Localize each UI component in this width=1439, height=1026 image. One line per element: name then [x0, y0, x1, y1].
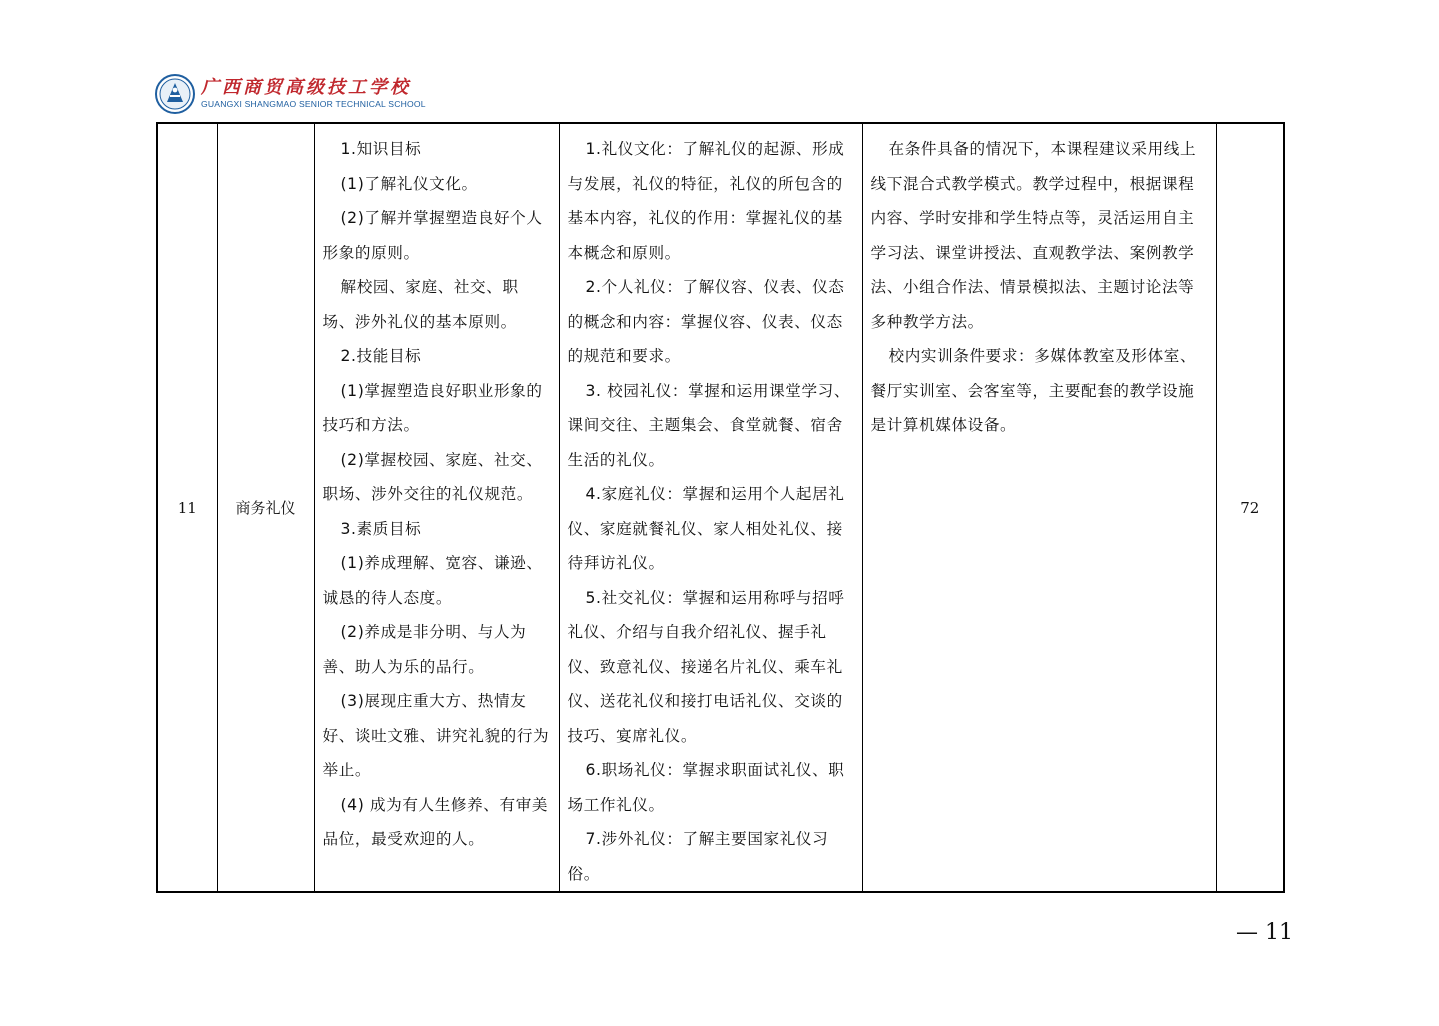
course-table [156, 122, 1285, 893]
content-paragraph: 4.家庭礼仪：掌握和运用个人起居礼仪、家庭就餐礼仪、家人相处礼仪、接待拜访礼仪。 [567, 485, 845, 572]
school-name-cn: 广西商贸高级技工学校 [201, 77, 411, 98]
objectives-cell [314, 123, 559, 892]
content-paragraph: 2.个人礼仪：了解仪容、仪表、仪态的概念和内容：掌握仪容、仪表、仪态的规范和要求。 [567, 278, 845, 365]
content-paragraph: 3. 校园礼仪：掌握和运用课堂学习、课间交往、主题集会、食堂就餐、宿舍生活的礼仪。 [567, 381, 851, 469]
course-name: 商务礼仪 [217, 123, 314, 892]
objective-paragraph: (1)养成理解、宽容、谦逊、诚恳的待人态度。 [322, 554, 543, 607]
school-name-en: GUANGXI SHANGMAO SENIOR TECHNICAL SCHOOL [201, 99, 426, 109]
content-paragraph: 5.社交礼仪：掌握和运用称呼与招呼礼仪、介绍与自我介绍礼仪、握手礼仪、致意礼仪、接递名片礼仪、乘车礼仪、送花礼仪和接打电话礼仪、交谈的技巧、宴席礼仪。 [567, 588, 845, 745]
teaching-paragraph: 校内实训条件要求：多媒体教室及形体室、餐厅实训室、会客室等，主要配套的教学设施是计算机媒体设备。 [870, 347, 1197, 434]
content-paragraph: 7.涉外礼仪：了解主要国家礼仪习俗。 [567, 830, 829, 883]
content-paragraph: 6.职场礼仪：掌握求职面试礼仪、职场工作礼仪。 [567, 761, 845, 814]
content-cell [559, 123, 862, 892]
teaching-paragraph: 在条件具备的情况下，本课程建议采用线上线下混合式教学模式。教学过程中，根据课程内容、学时安排和学生特点等，灵活运用自主学习法、课堂讲授法、直观教学法、案例教学法、小组合作法、情景模拟法、主题讨论法等多种教学方法。 [870, 140, 1197, 331]
objective-paragraph: (2)养成是非分明、与人为善、助人为乐的品行。 [322, 623, 527, 676]
school-emblem-icon [155, 74, 195, 114]
objective-paragraph: (3)展现庄重大方、热情友好、谈吐文雅、讲究礼貌的行为举止。 [322, 692, 550, 779]
content-list [568, 132, 854, 891]
table-row [157, 123, 1284, 892]
objective-paragraph: (1)掌握塑造良好职业形象的技巧和方法。 [322, 381, 543, 434]
objective-paragraph: 1.知识目标 [340, 140, 422, 158]
objective-paragraph: (2)掌握校园、家庭、社交、职场、涉外交往的礼仪规范。 [322, 450, 543, 503]
row-number: 11 [157, 123, 217, 892]
teaching-cell [862, 123, 1216, 892]
objective-paragraph: (4) 成为有人生修养、有审美品位，最受欢迎的人。 [322, 795, 549, 848]
teaching-list [871, 132, 1208, 443]
page-number: — 11 [1236, 920, 1293, 945]
content-paragraph: 1.礼仪文化：了解礼仪的起源、形成与发展，礼仪的特征，礼仪的所包含的基本内容，礼仪的作用：掌握礼仪的基本概念和原则。 [567, 140, 845, 262]
objective-paragraph: 3.素质目标 [340, 519, 422, 538]
objective-paragraph: (2)了解并掌握塑造良好个人形象的原则。 [322, 209, 543, 262]
objective-paragraph: 2.技能目标 [340, 347, 422, 365]
objective-paragraph: 解校园、家庭、社交、职场、涉外礼仪的基本原则。 [322, 278, 519, 331]
objectives-list [323, 132, 551, 857]
course-hours: 72 [1216, 123, 1284, 892]
objective-paragraph: (1)了解礼仪文化。 [340, 174, 478, 193]
